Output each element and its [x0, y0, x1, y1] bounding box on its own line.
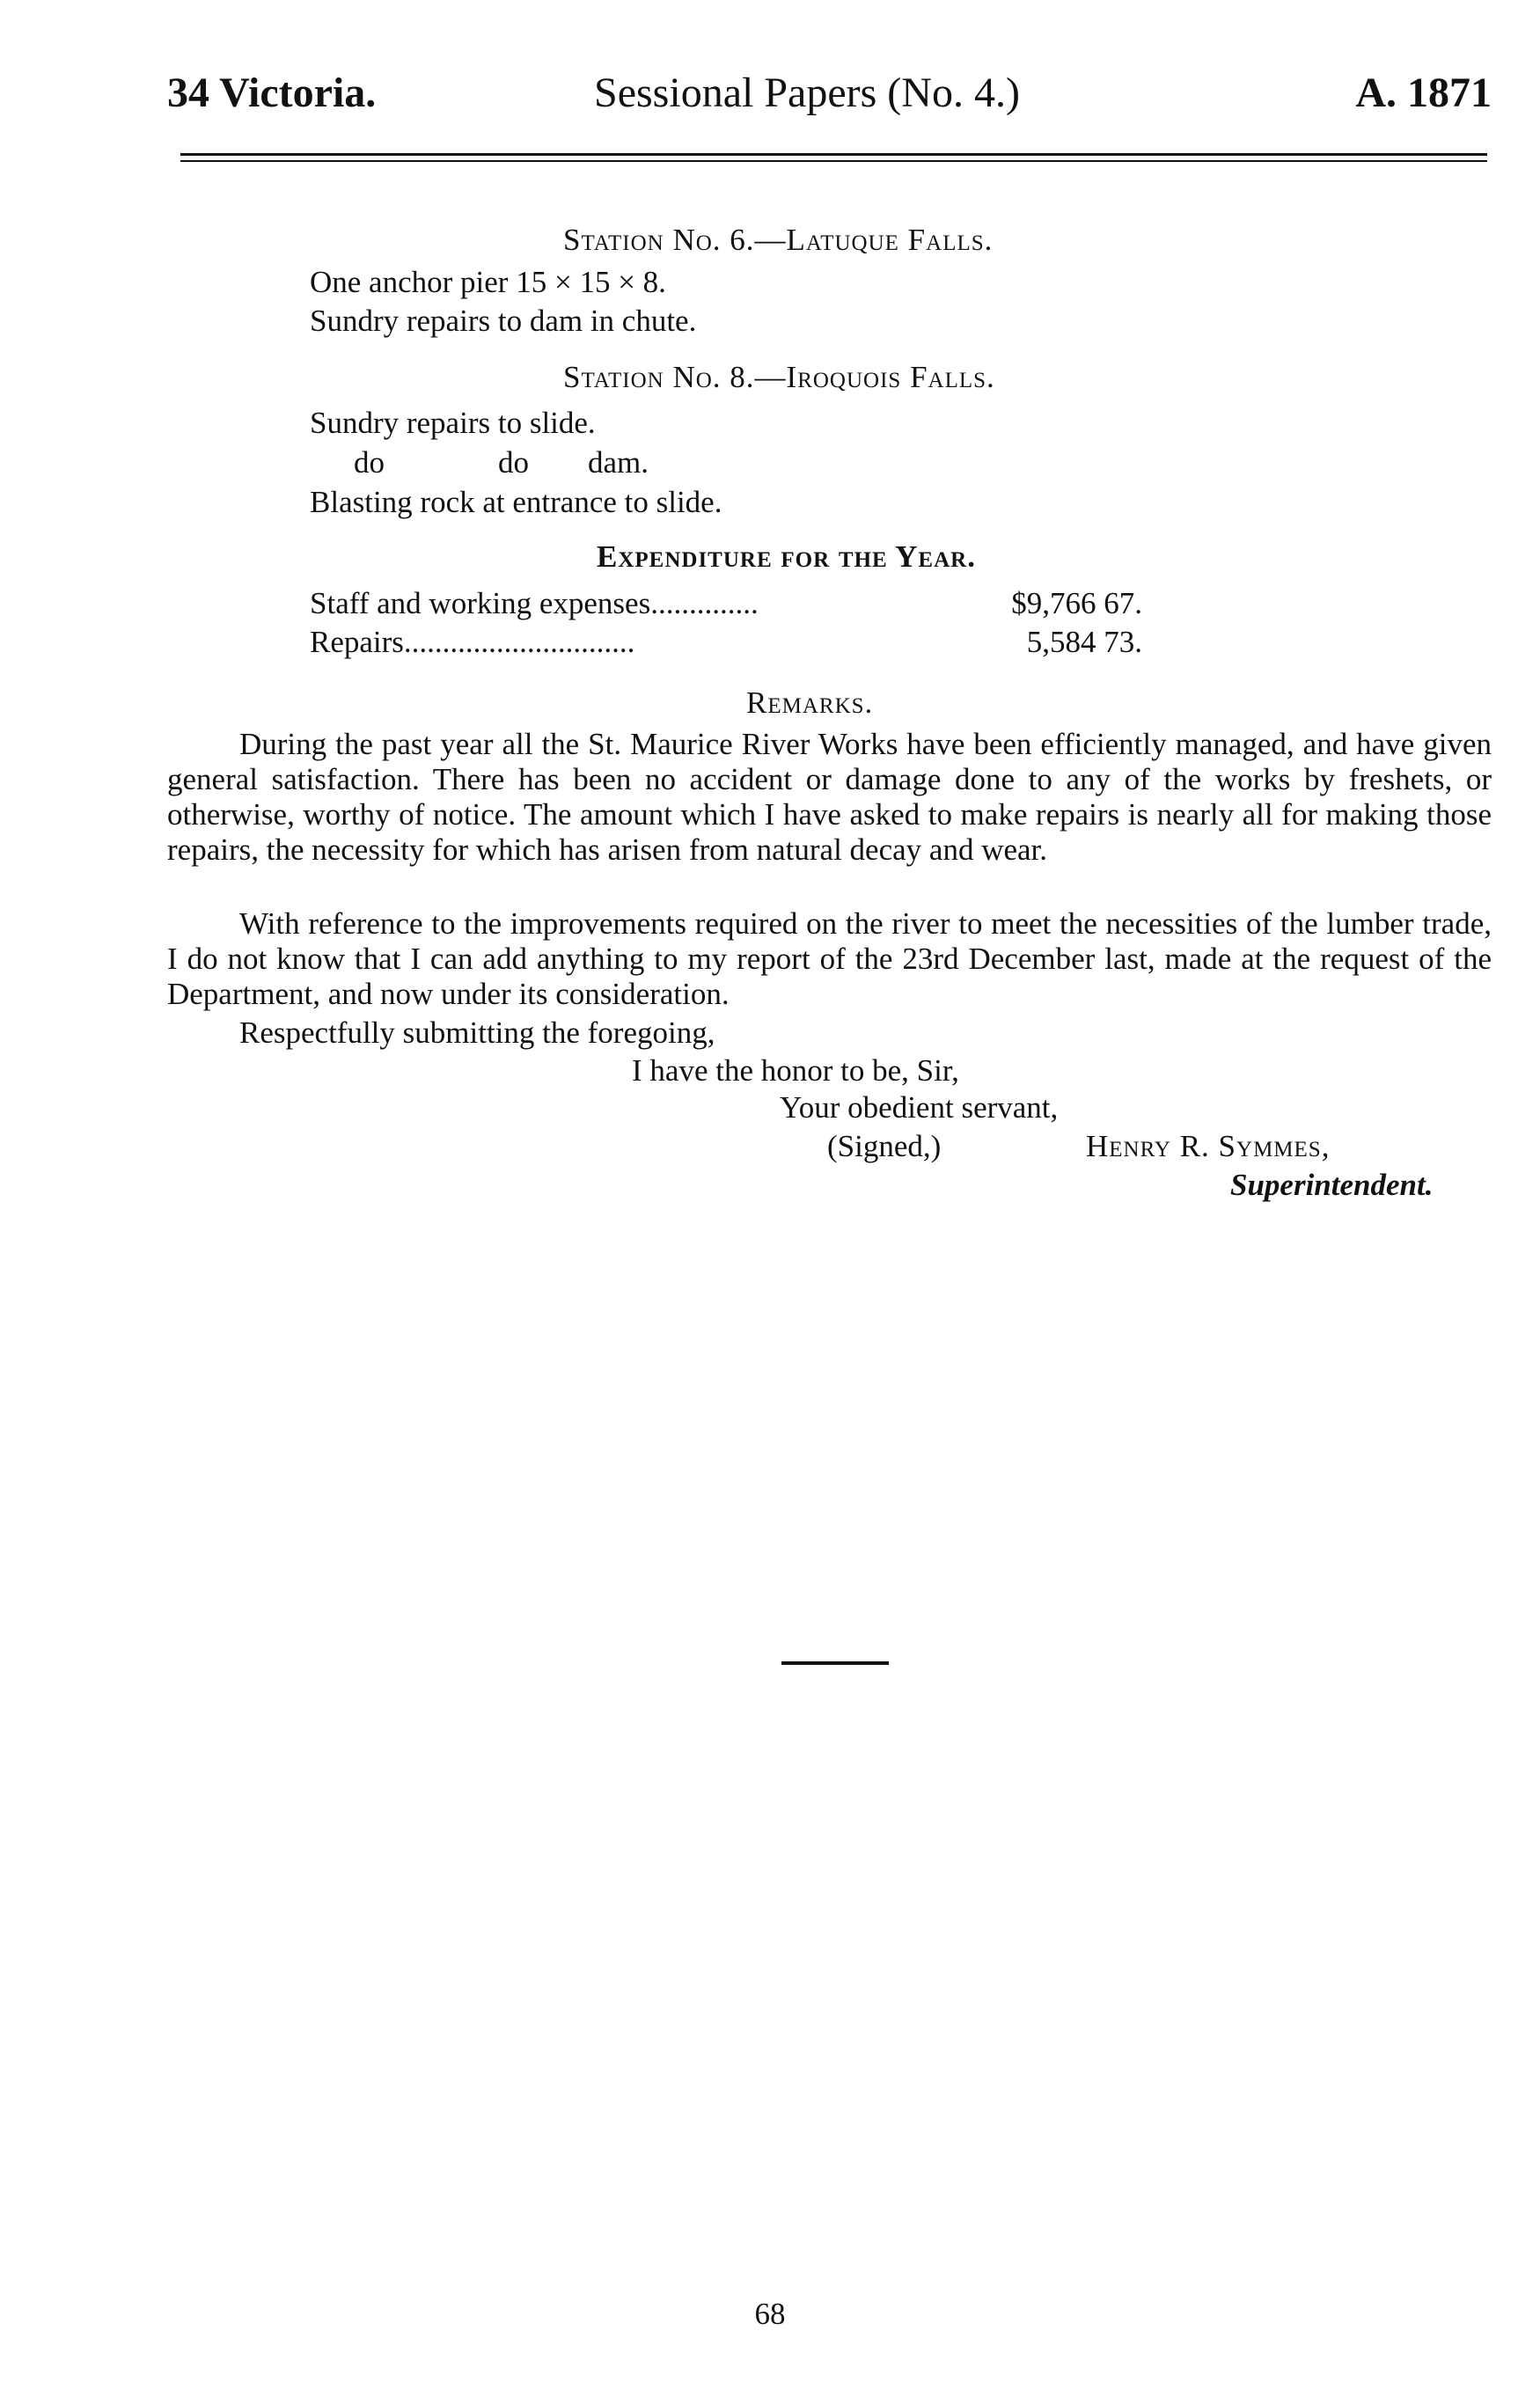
station-8-ditto-1: do: [354, 445, 385, 480]
expenditure-row-1-label: Staff and working expenses..............: [310, 586, 759, 620]
expenditure-row-2-amount: 5,584 73.: [1026, 625, 1142, 659]
header-title: Sessional Papers (No. 4.): [594, 70, 1020, 116]
station-8-item-2-end: dam.: [588, 445, 649, 480]
signature-title: Superintendent.: [1230, 1168, 1434, 1202]
remarks-paragraph-3: Respectfully submitting the foregoing,: [239, 1015, 715, 1050]
header-rule-top: [180, 153, 1487, 156]
station-6-item-1: One anchor pier 15 × 15 × 8.: [310, 265, 666, 299]
section-end-rule: [781, 1661, 889, 1665]
closing-honor: I have the honor to be, Sir,: [632, 1053, 959, 1088]
remarks-heading: Remarks.: [746, 685, 874, 720]
station-8-item-1: Sundry repairs to slide.: [310, 406, 596, 440]
closing-servant: Your obedient servant,: [780, 1090, 1059, 1125]
station-8-item-3: Blasting rock at entrance to slide.: [310, 485, 722, 519]
page-number: 68: [754, 2297, 786, 2331]
remarks-paragraph-2: With reference to the improvements required on the river to meet the necessities of the lumber trade, I do not know that I can add anything to my report of the 23rd December last, made at the request of the Department, and now under its consideration.: [167, 906, 1492, 1011]
expenditure-heading: Expenditure for the Year.: [597, 539, 976, 574]
header-session: 34 Victoria.: [167, 70, 377, 116]
expenditure-row-2-label: Repairs..............................: [310, 625, 635, 659]
expenditure-row-1-amount: $9,766 67.: [1011, 586, 1142, 620]
signature-name: Henry R. Symmes,: [1086, 1129, 1331, 1163]
station-6-item-2: Sundry repairs to dam in chute.: [310, 304, 697, 338]
remarks-paragraph-1: During the past year all the St. Maurice River Works have been efficiently managed, and have given general satisfaction. There has been no accident or damage done to any of the works by freshets, or otherwise, worthy of notice. The amount which I have asked to make repairs is nearly all for making those repairs, the necessity for which has arisen from natural decay and wear.: [167, 727, 1492, 867]
header-year: A. 1871: [1355, 70, 1492, 116]
running-header: [167, 69, 1492, 139]
closing-signed: (Signed,): [827, 1129, 942, 1163]
station-8-ditto-2: do: [498, 445, 529, 480]
header-rule-bottom: [180, 160, 1487, 162]
station-8-heading: Station No. 8.—Iroquois Falls.: [563, 360, 995, 394]
station-6-heading: Station No. 6.—Latuque Falls.: [563, 223, 994, 257]
